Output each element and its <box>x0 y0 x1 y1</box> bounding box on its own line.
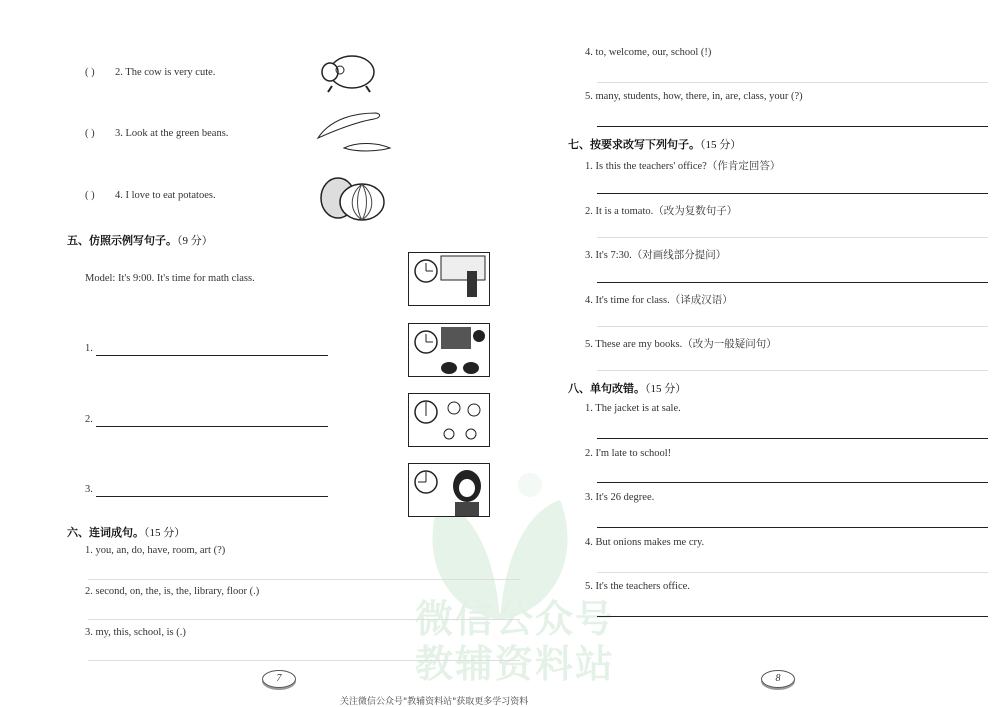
section-title: 六、连词成句。 <box>67 526 144 539</box>
question-item: 5. It's the teachers office. <box>585 581 690 592</box>
answer-line[interactable] <box>96 355 328 356</box>
math-class-image <box>408 252 490 306</box>
watermark-line1: 微信公众号 <box>415 597 616 641</box>
question-item: 3. my, this, school, is (.) <box>85 627 186 638</box>
blank-number: 1. <box>85 343 93 354</box>
question-item: 2. I'm late to school! <box>585 448 672 459</box>
question-item: 4. to, welcome, our, school (!) <box>585 47 712 58</box>
play-time-image <box>408 393 490 447</box>
sheep-image <box>318 50 378 95</box>
section-score: （15 分） <box>144 527 186 539</box>
answer-line[interactable] <box>597 370 988 371</box>
matching-item-text: 2. The cow is very cute. <box>115 67 216 78</box>
question-item: 5. These are my books.（改为一般疑问句） <box>585 339 777 350</box>
section-score: （15 分） <box>645 383 687 395</box>
section-title: 七、按要求改写下列句子。 <box>568 138 700 151</box>
music-time-image <box>408 463 490 517</box>
class-time-image <box>408 323 490 377</box>
section8-heading <box>568 380 686 396</box>
footer-note: 关注微信公众号"教辅资料站"获取更多学习资料 <box>340 697 529 707</box>
matching-bracket[interactable]: ( ) <box>85 190 95 201</box>
section7-heading <box>568 136 741 152</box>
answer-line[interactable] <box>597 572 988 573</box>
beans-image <box>316 108 392 158</box>
answer-line[interactable] <box>597 282 988 283</box>
question-item: 1. Is this the teachers' office?（作肯定回答） <box>585 161 781 172</box>
page-number-left: 7 <box>262 670 296 688</box>
onions-image <box>318 170 388 222</box>
answer-line[interactable] <box>88 619 520 620</box>
question-item: 2. It is a tomato.（改为复数句子） <box>585 206 738 217</box>
model-sentence: Model: It's 9:00. It's time for math class. <box>85 273 255 284</box>
answer-line[interactable] <box>597 193 988 194</box>
blank-number: 3. <box>85 484 93 495</box>
question-item: 1. you, an, do, have, room, art (?) <box>85 545 226 556</box>
section6-heading <box>67 524 185 540</box>
question-item: 2. second, on, the, is, the, library, floor (.) <box>85 586 260 597</box>
watermark-line2: 教辅资料站 <box>415 642 616 686</box>
question-item: 3. It's 7:30.（对画线部分提问） <box>585 250 727 261</box>
answer-line[interactable] <box>597 82 988 83</box>
section-title: 八、单句改错。 <box>568 382 645 395</box>
matching-item-text: 4. I love to eat potatoes. <box>115 190 216 201</box>
section-score: （15 分） <box>700 139 742 151</box>
matching-bracket[interactable]: ( ) <box>85 128 95 139</box>
answer-line[interactable] <box>597 126 988 127</box>
question-item: 4. But onions makes me cry. <box>585 537 705 548</box>
matching-item-text: 3. Look at the green beans. <box>115 128 229 139</box>
blank-number: 2. <box>85 414 93 425</box>
answer-line[interactable] <box>597 616 988 617</box>
section5-heading <box>67 232 213 248</box>
page-number-right: 8 <box>761 670 795 688</box>
answer-line[interactable] <box>597 237 988 238</box>
answer-line[interactable] <box>597 438 988 439</box>
answer-line[interactable] <box>597 326 988 327</box>
matching-bracket[interactable]: ( ) <box>85 67 95 78</box>
question-item: 5. many, students, how, there, in, are, class, your (?) <box>585 91 803 102</box>
answer-line[interactable] <box>88 579 520 580</box>
answer-line[interactable] <box>597 482 988 483</box>
section-title: 五、仿照示例写句子。 <box>67 234 177 247</box>
question-item: 3. It's 26 degree. <box>585 492 655 503</box>
section-score: （9 分） <box>177 235 213 247</box>
question-item: 4. It's time for class.（译成汉语） <box>585 295 733 306</box>
question-item: 1. The jacket is at sale. <box>585 403 681 414</box>
answer-line[interactable] <box>597 527 988 528</box>
answer-line[interactable] <box>88 660 520 661</box>
answer-line[interactable] <box>96 496 328 497</box>
answer-line[interactable] <box>96 426 328 427</box>
